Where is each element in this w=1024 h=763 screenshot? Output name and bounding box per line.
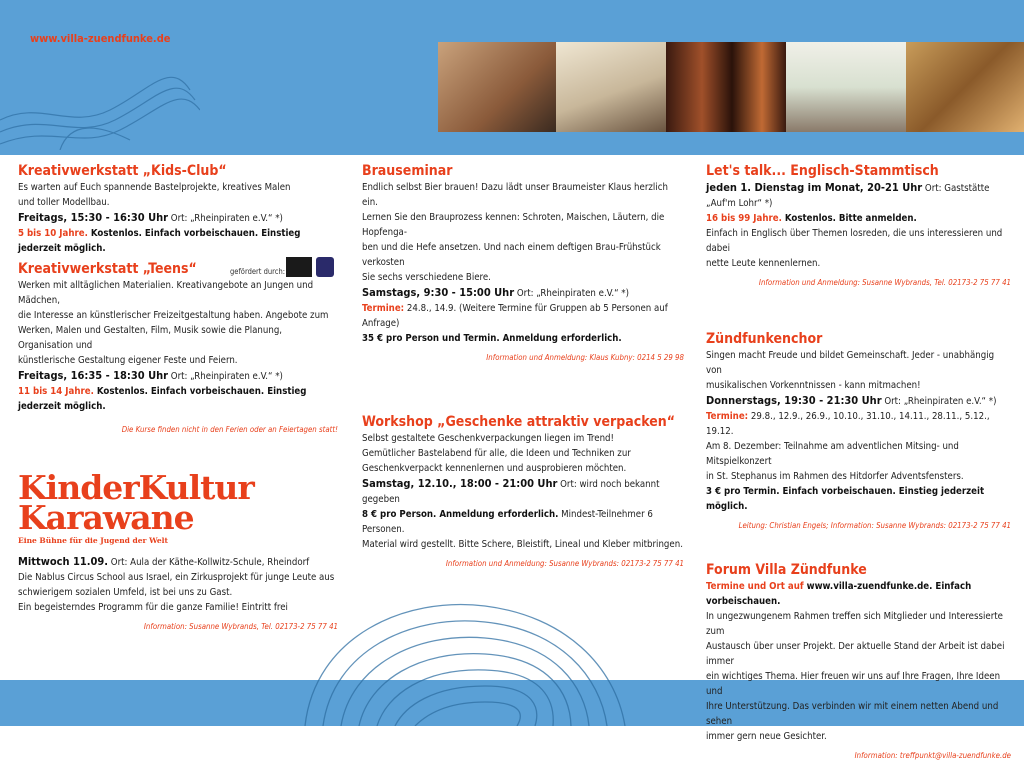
forum-line3: ein wichtiges Thema. Hier freuen wir uns auf Ihre Fragen, Ihre Ideen und (706, 671, 1001, 697)
kk-line1: Die Nablus Circus School aus Israel, ein Zirkusprojekt für junge Leute aus (18, 572, 335, 583)
workshop-line3: Geschenkverpackt kennenlernen und ausprobieren möchten. (362, 463, 627, 474)
chor-line1: Singen macht Freude und bildet Gemeinschaft. Jeder - unabhängig von (706, 350, 995, 376)
talk-ort: Ort: Gaststätte „Auf'm Lohr“ *) (706, 183, 990, 209)
chor-info: Leitung: Christian Engels; Information: Susanne Wybrands: 02173-2 75 77 41 (738, 521, 1011, 530)
forum-line2: Austausch über unser Projekt. Der aktuelle Stand der Arbeit ist dabei immer (706, 641, 1005, 667)
chor-line3: Am 8. Dezember: Teilnahme am adventlichen Mitsing- und Mitspielkonzert (706, 441, 959, 467)
column-middle (362, 160, 684, 571)
brau-termine: 24.8., 14.9. (Weitere Termine für Gruppen ab 5 Personen auf Anfrage) (362, 303, 668, 329)
brau-info: Information und Anmeldung: Klaus Kubny: 0214 5 29 98 (486, 353, 684, 362)
column-right (706, 160, 1011, 763)
workshop-price: 8 € pro Person. Anmeldung erforderlich. (362, 509, 559, 520)
teens-line2: die Interesse an künstlerischer Freizeitgestaltung haben. Angebote zum (18, 310, 329, 321)
kk-logo-line2: Karawane (18, 498, 194, 537)
kids-time: Freitags, 15:30 - 16:30 Uhr (18, 211, 169, 224)
forum-url[interactable]: www.villa-zuendfunke.de. Einfach vorbeischauen. (706, 581, 972, 607)
brau-ort: Ort: „Rheinpiraten e.V.“ *) (514, 288, 629, 299)
chor-line4: in St. Stephanus im Rahmen des Hitdorfer Adventsfensters. (706, 471, 964, 482)
kids-note: Kostenlos. Einfach vorbeischauen. Einstieg jederzeit möglich. (18, 228, 301, 254)
workshop-line4: Material wird gestellt. Bitte Schere, Bleistift, Lineal und Kleber mitbringen. (362, 539, 683, 550)
teens-line1: Werken mit alltäglichen Materialien. Kreativangebote an Jungen und Mädchen, (18, 280, 314, 306)
teens-note: Kostenlos. Einfach vorbeischauen. Einstieg jederzeit möglich. (18, 386, 307, 412)
talk-time: jeden 1. Dienstag im Monat, 20-21 Uhr (706, 181, 923, 194)
kk-tagline: Eine Bühne für die Jugend der Welt (18, 536, 168, 545)
workshop-line1: Selbst gestaltete Geschenkverpackungen liegen im Trend! (362, 433, 614, 444)
column-left (18, 160, 338, 634)
workshop-info: Information und Anmeldung: Susanne Wybrands: 02173-2 75 77 41 (445, 559, 684, 568)
teens-line4: künstlerische Gestaltung eigener Feste und Feiern. (18, 355, 238, 366)
talk-info: Information und Anmeldung: Susanne Wybrands, Tel. 02173-2 75 77 41 (758, 278, 1011, 287)
photo-window-group (786, 42, 906, 132)
workshop-price-rest: Mindest-Teilnehmer 6 Personen. (362, 509, 653, 535)
workshop-time: Samstag, 12.10., 18:00 - 21:00 Uhr (362, 477, 558, 490)
kids-desc-line2: und toller Modellbau. (18, 197, 110, 208)
talk-line2: nette Leute kennenlernen. (706, 258, 821, 269)
photo-strip (438, 42, 1024, 132)
talk-age: 16 bis 99 Jahre. (706, 213, 782, 224)
talk-title: Let's talk... Englisch-Stammtisch (706, 163, 939, 179)
kids-ort: Ort: „Rheinpiraten e.V.“ *) (168, 213, 283, 224)
brau-price: 35 € pro Person und Termin. Anmeldung erforderlich. (362, 333, 622, 344)
teens-age: 11 bis 14 Jahre. (18, 386, 94, 397)
talk-line1: Einfach in Englisch über Themen losreden, die uns interessieren und dabei (706, 228, 1003, 254)
kids-desc-line1: Es warten auf Euch spannende Bastelprojekte, kreatives Malen (18, 182, 291, 193)
photo-beer-bottles (666, 42, 786, 132)
forum-line1: In ungezwungenem Rahmen treffen sich Mitglieder und Interessierte zum (706, 611, 1003, 637)
decorative-swirl-bottom (285, 576, 645, 726)
photo-child-crafting (438, 42, 556, 132)
kk-date: Mittwoch 11.09. (18, 555, 109, 568)
sponsor-logo-2 (316, 257, 334, 277)
brau-line1: Endlich selbst Bier brauen! Dazu lädt unser Braumeister Klaus herzlich ein. (362, 182, 668, 208)
workshop-ort: Ort: wird noch bekannt gegeben (362, 479, 660, 505)
brau-line2: Lernen Sie den Brauprozess kennen: Schroten, Maischen, Läutern, die Hopfenga- (362, 212, 665, 238)
kk-ort: Ort: Aula der Käthe-Kollwitz-Schule, Rheindorf (108, 557, 310, 568)
brauseminar-title: Brauseminar (362, 163, 453, 179)
chor-termine: 29.8., 12.9., 26.9., 10.10., 31.10., 14.11., 28.11., 5.12., 19.12. (706, 411, 990, 437)
teens-ort: Ort: „Rheinpiraten e.V.“ *) (168, 371, 283, 382)
workshop-line2: Gemütlicher Bastelabend für alle, die Ideen und Techniken zur (362, 448, 631, 459)
chor-price: 3 € pro Termin. Einfach vorbeischauen. Einstieg jederzeit möglich. (706, 486, 985, 512)
sponsor-logos (286, 257, 334, 277)
teens-time: Freitags, 16:35 - 18:30 Uhr (18, 369, 169, 382)
kk-line2: schwierigem sozialen Umfeld, ist bei uns zu Gast. (18, 587, 233, 598)
talk-note: Kostenlos. Bitte anmelden. (781, 213, 917, 224)
brau-time: Samstags, 9:30 - 15:00 Uhr (362, 286, 515, 299)
brau-line4: Sie sechs verschiedene Biere. (362, 272, 491, 283)
teens-title: Kreativwerkstatt „Teens“ (18, 261, 197, 277)
kinderkultur-logo (18, 468, 338, 548)
chor-title: Zündfunkenchor (706, 331, 823, 347)
funded-by-label: gefördert durch: (230, 267, 286, 276)
sponsor-logo-1 (286, 257, 312, 277)
kids-club-title: Kreativwerkstatt „Kids-Club“ (18, 163, 227, 179)
chor-time: Donnerstags, 19:30 - 21:30 Uhr (706, 394, 882, 407)
chor-ort: Ort: „Rheinpiraten e.V.“ *) (881, 396, 997, 407)
kk-info: Information: Susanne Wybrands, Tel. 02173-2 75 77 41 (143, 622, 338, 631)
kk-logo-line1: KinderKultur (18, 468, 254, 507)
forum-title: Forum Villa Zündfunke (706, 562, 867, 578)
forum-line5: immer gern neue Gesichter. (706, 731, 827, 742)
kids-age: 5 bis 10 Jahre. (18, 228, 88, 239)
brau-termine-label: Termine: (362, 303, 405, 314)
forum-termine-label: Termine und Ort auf (706, 581, 804, 592)
brau-line3: ben und die Hefe ansetzen. Und nach einem deftigen Brau-Frühstück verkosten (362, 242, 661, 268)
site-url[interactable]: www.villa-zuendfunke.de (30, 32, 171, 45)
decorative-swirl-top-left (0, 0, 200, 150)
chor-termine-label: Termine: (706, 411, 749, 422)
kk-line3: Ein begeisterndes Programm für die ganze Familie! Eintritt frei (18, 602, 288, 613)
workshop-title: Workshop „Geschenke attraktiv verpacken“ (362, 414, 675, 430)
forum-line4: Ihre Unterstützung. Das verbinden wir mit einem netten Abend und sehen (706, 701, 999, 727)
forum-info[interactable]: Information: treffpunkt@villa-zuendfunke.de (854, 751, 1011, 760)
photo-painting-table (906, 42, 1024, 132)
chor-line2: musikalischen Vorkenntnissen - kann mitmachen! (706, 380, 921, 391)
teens-line3: Werken, Malen und Gestalten, Film, Musik sowie die Planung, Organisation und (18, 325, 283, 351)
photo-sheet-music (556, 42, 666, 132)
courses-footnote: Die Kurse finden nicht in den Ferien oder an Feiertagen statt! (121, 425, 338, 434)
